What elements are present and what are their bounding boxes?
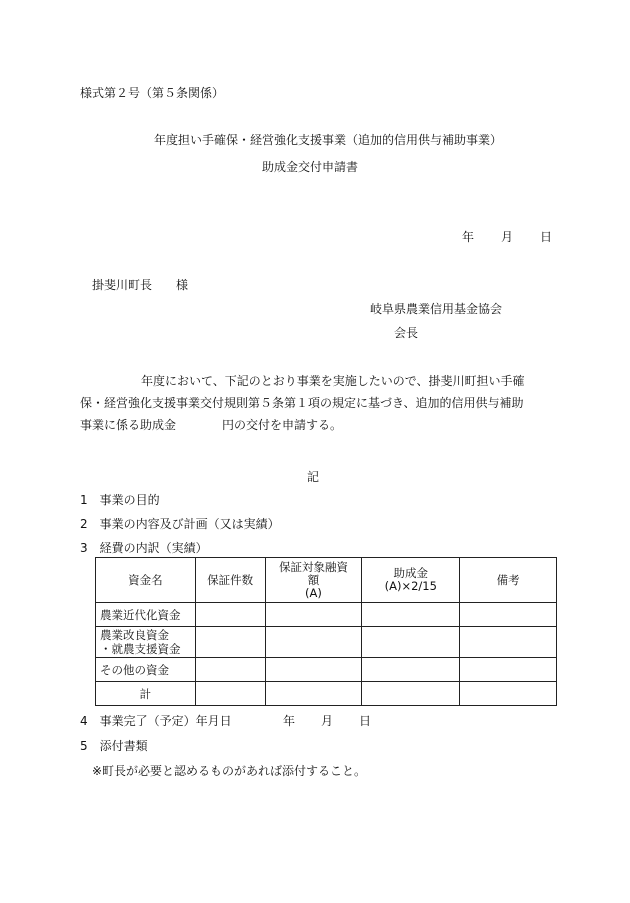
- row-label-improvement-l2: ・就農支援資金: [100, 642, 181, 656]
- table-row: [96, 603, 557, 627]
- date-year: 年: [462, 230, 475, 244]
- header-amount-l2: 額: [307, 572, 320, 587]
- header-subsidy: [362, 558, 460, 603]
- body-line-3b: 円の交付を申請する。: [222, 418, 343, 432]
- cell-subsidy: [362, 603, 460, 627]
- header-subsidy-l1: 助成金: [393, 566, 429, 580]
- addressee: 掛斐川町長 様: [92, 278, 189, 292]
- cell-subsidy: [362, 682, 460, 706]
- form-number: 様式第２号（第５条関係）: [80, 86, 225, 100]
- document-title: 年度担い手確保・経営強化支援事業（追加的信用供与補助事業）: [154, 133, 503, 147]
- cell-amount: [265, 603, 362, 627]
- document-subtitle: 助成金交付申請書: [262, 160, 359, 174]
- body-line-2: 保・経営強化支援事業交付規則第５条第１項の規定に基づき、追加的信用供与補助: [80, 396, 524, 410]
- body-line-3: [80, 414, 550, 436]
- row-label-other: その他の資金: [96, 658, 196, 682]
- row-label-total: 計: [96, 682, 196, 706]
- cost-breakdown-table: [95, 557, 557, 706]
- applicant-org: 岐阜県農業信用基金協会: [370, 302, 503, 316]
- cell-subsidy: [362, 627, 460, 658]
- table-row: [96, 658, 557, 682]
- header-amount: [265, 558, 362, 603]
- cell-remarks: [460, 627, 557, 658]
- row-label-improvement-l1: 農業改良資金: [100, 628, 169, 642]
- item-4-day: 日: [359, 714, 372, 728]
- cell-subsidy: [362, 658, 460, 682]
- table-row: [96, 627, 557, 658]
- header-fund: 資金名: [96, 558, 196, 603]
- cell-count: [195, 603, 265, 627]
- header-remarks: 備考: [460, 558, 557, 603]
- cell-remarks: [460, 658, 557, 682]
- cell-remarks: [460, 682, 557, 706]
- item-4: 4 事業完了（予定）年月日: [80, 714, 232, 728]
- row-label-improvement: [96, 627, 196, 658]
- body-paragraph: [80, 370, 550, 436]
- cell-amount: [265, 627, 362, 658]
- cell-amount: [265, 682, 362, 706]
- body-line-1: 年度において、下記のとおり事業を実施したいので、掛斐川町担い手確: [141, 374, 525, 388]
- body-line-3a: 事業に係る助成金: [80, 418, 177, 432]
- item-3: 3 経費の内訳（実績）: [80, 541, 208, 555]
- cell-count: [195, 658, 265, 682]
- header-amount-l1: 保証対象融資: [278, 559, 348, 574]
- item-4-month: 月: [321, 714, 334, 728]
- header-subsidy-l2: (A)×2/15: [384, 579, 437, 593]
- cell-amount: [265, 658, 362, 682]
- date-day: 日: [540, 230, 553, 244]
- item-4-year: 年: [283, 714, 296, 728]
- table-header-row: [96, 558, 557, 603]
- item-1: 1 事業の目的: [80, 493, 160, 507]
- table-row: [96, 682, 557, 706]
- header-count: 保証件数: [195, 558, 265, 603]
- ki-marker: 記: [307, 470, 320, 484]
- item-5: 5 添付書類: [80, 739, 148, 753]
- cell-remarks: [460, 603, 557, 627]
- applicant-title: 会長: [394, 326, 419, 340]
- cell-count: [195, 627, 265, 658]
- header-amount-l3: (A): [305, 585, 322, 600]
- cell-count: [195, 682, 265, 706]
- row-label-modernization: 農業近代化資金: [96, 603, 196, 627]
- item-2: 2 事業の内容及び計画（又は実績）: [80, 517, 280, 531]
- date-month: 月: [501, 230, 514, 244]
- attachment-note: ※町長が必要と認めるものがあれば添付すること。: [92, 764, 367, 778]
